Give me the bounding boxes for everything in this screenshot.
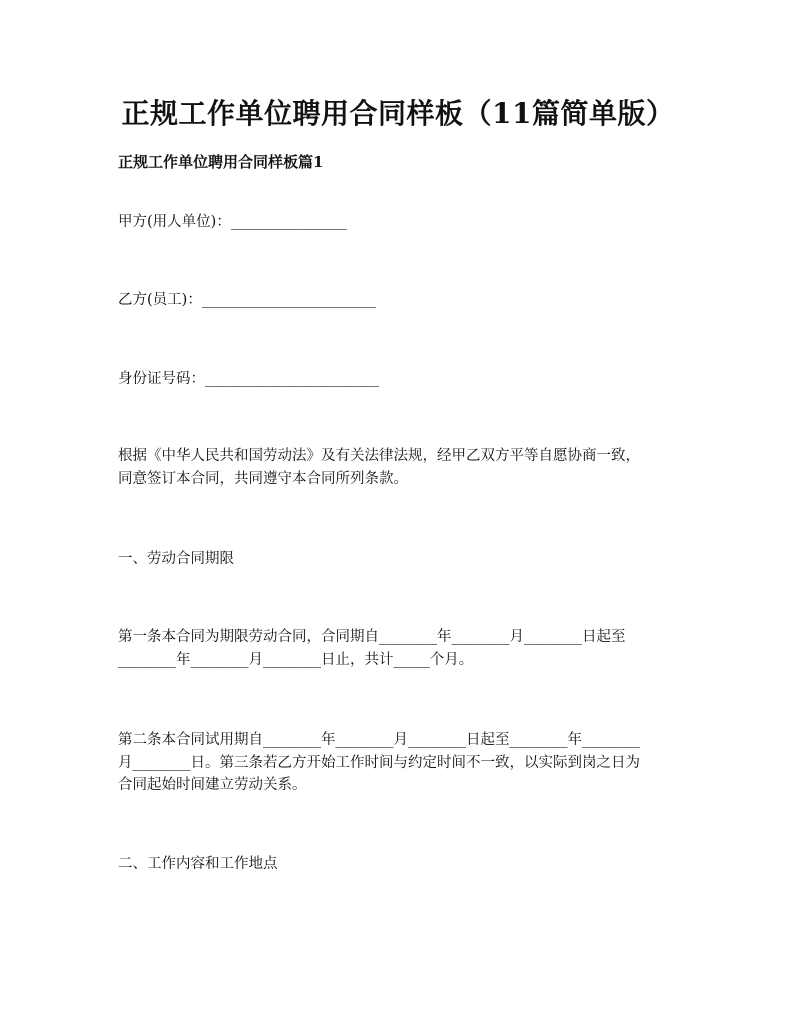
party-a-line: 甲方(用人单位)：________________ — [118, 214, 347, 230]
article-1-paragraph — [118, 626, 683, 671]
intro-paragraph — [118, 445, 683, 490]
article-line: ________年________月________日止，共计_____个月。 — [118, 651, 474, 668]
intro-line: 同意签订本合同，共同遵守本合同所列条款。 — [118, 470, 408, 487]
section-heading-work: 二、工作内容和工作地点 — [118, 856, 278, 872]
article-line: 第一条本合同为期限劳动合同，合同期自________年________月________日起至 — [118, 629, 626, 645]
intro-line: 根据《中华人民共和国劳动法》及有关法律法规，经甲乙双方平等自愿协商一致， — [118, 448, 640, 464]
section-heading-term: 一、劳动合同期限 — [118, 551, 234, 567]
article-line: 第二条本合同试用期自________年________月________日起至________年________ — [118, 732, 640, 748]
article-line: 月________日。第三条若乙方开始工作时间与约定时间不一致，以实际到岗之日为 — [118, 754, 640, 771]
document-title: 正规工作单位聘用合同样板（11篇简单版） — [121, 97, 675, 130]
id-number-line: 身份证号码：________________________ — [118, 371, 379, 387]
article-2-paragraph — [118, 729, 683, 797]
article-line: 合同起始时间建立劳动关系。 — [118, 777, 307, 793]
document-subtitle: 正规工作单位聘用合同样板篇1 — [118, 153, 324, 171]
party-b-line: 乙方(员工)：________________________ — [118, 292, 376, 308]
